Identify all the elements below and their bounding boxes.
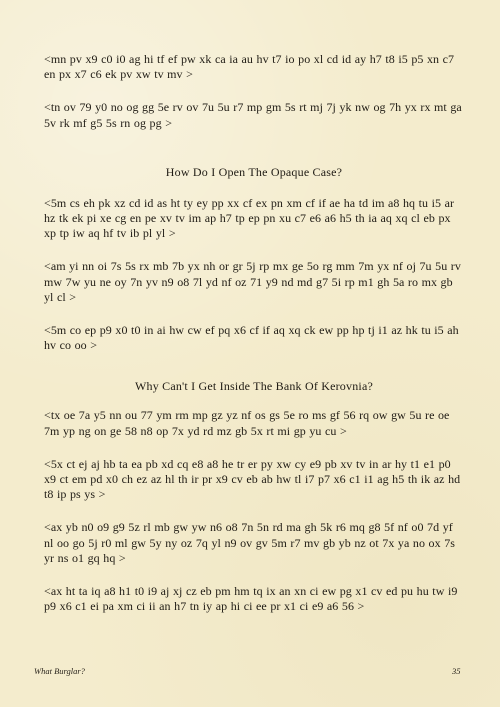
paragraph: <5m co ep p9 x0 t0 in ai hw cw ef pq x6 cf if aq xq ck ew pp hp tj i1 az hk tu i5 ah hv co oo > [44,323,459,353]
footer-book-title: What Burglar? [34,666,85,676]
paragraph: <5x ct ej aj hb ta ea pb xd cq e8 a8 he tr er py xw cy e9 pb xv tv in ar hy t1 e1 p0 x9 ct em pd x0 ch ez az hl th ir pr x9 cv eb ab hw tl i7 p7 x6 c1 i1 ag h5 th ik az hd t8 ip ps ys > [44,456,461,502]
paragraph: <tn ov 79 y0 no og gg 5e rv ov 7u 5u r7 mp gm 5s rt mj 7j yk nw og 7h yx rx mt ga 5v rk mf g5 5s rn og pg > [44,100,462,130]
paragraph: <tx oe 7a y5 nn ou 77 ym rm mp gz yz nf os gs 5e ro ms gf 56 rq ow gw 5u re oe 7m yp ng on ge 58 n8 op 7x yd rd mz gb 5x rt mi gp yu cu > [44,408,450,438]
section-heading: How Do I Open The Opaque Case? [165,164,343,179]
paragraph: <mn pv x9 c0 i0 ag hi tf ef pw xk ca ia au hv t7 io po xl cd id ay h7 t8 i5 p5 xn c7 en px x7 c6 ek pv xw tv mv > [44,52,455,82]
paragraph: <ax ht ta iq a8 h1 t0 i9 aj xj cz eb pm hm tq ix an xn ci ew pg x1 cv ed pu hu tw i9 p9 x6 c1 ei pa xm ci ii an h7 tn iy ap hi ci ee pr x1 ci e9 a6 56 > [44,584,458,614]
page-content [44,52,464,614]
page-number: 35 [452,666,461,676]
section-heading: Why Can't I Get Inside The Bank Of Kerovnia? [134,379,373,394]
paragraph: <am yi nn oi 7s 5s rx mb 7b yx nh or gr 5j rp mx ge 5o rg mm 7m yx nf oj 7u 5u rv mw 7w yu ne oy 7n yv n9 o8 7l yd nf oz 71 y9 nd md g7 5i rp m1 gh 5a ro mx gb yl cl > [44,259,461,304]
paragraph: <5m cs eh pk xz cd id as ht ty ey pp xx cf ex pn xm cf if ae ha td im a8 hq tu i5 ar hz tk ek pi xe cg en pe xv tv im ap h7 tp ep pn xu c7 e6 a6 h5 th ia aq xq cl eb px xp tp iw aq hf tv ib pl yl > [44,195,455,241]
paragraph: <ax yb n0 o9 g9 5z rl mb gw yw n6 o8 7n 5n rd ma gh 5k r6 mq g8 5f nf o0 7d yf nl oo go 5j r0 ml gw 5y ny oz 7q yl n9 ov gv 5m r7 mv gb yb nz ot 7x ya no ox 7s yr ns o1 gq hq > [44,520,455,565]
